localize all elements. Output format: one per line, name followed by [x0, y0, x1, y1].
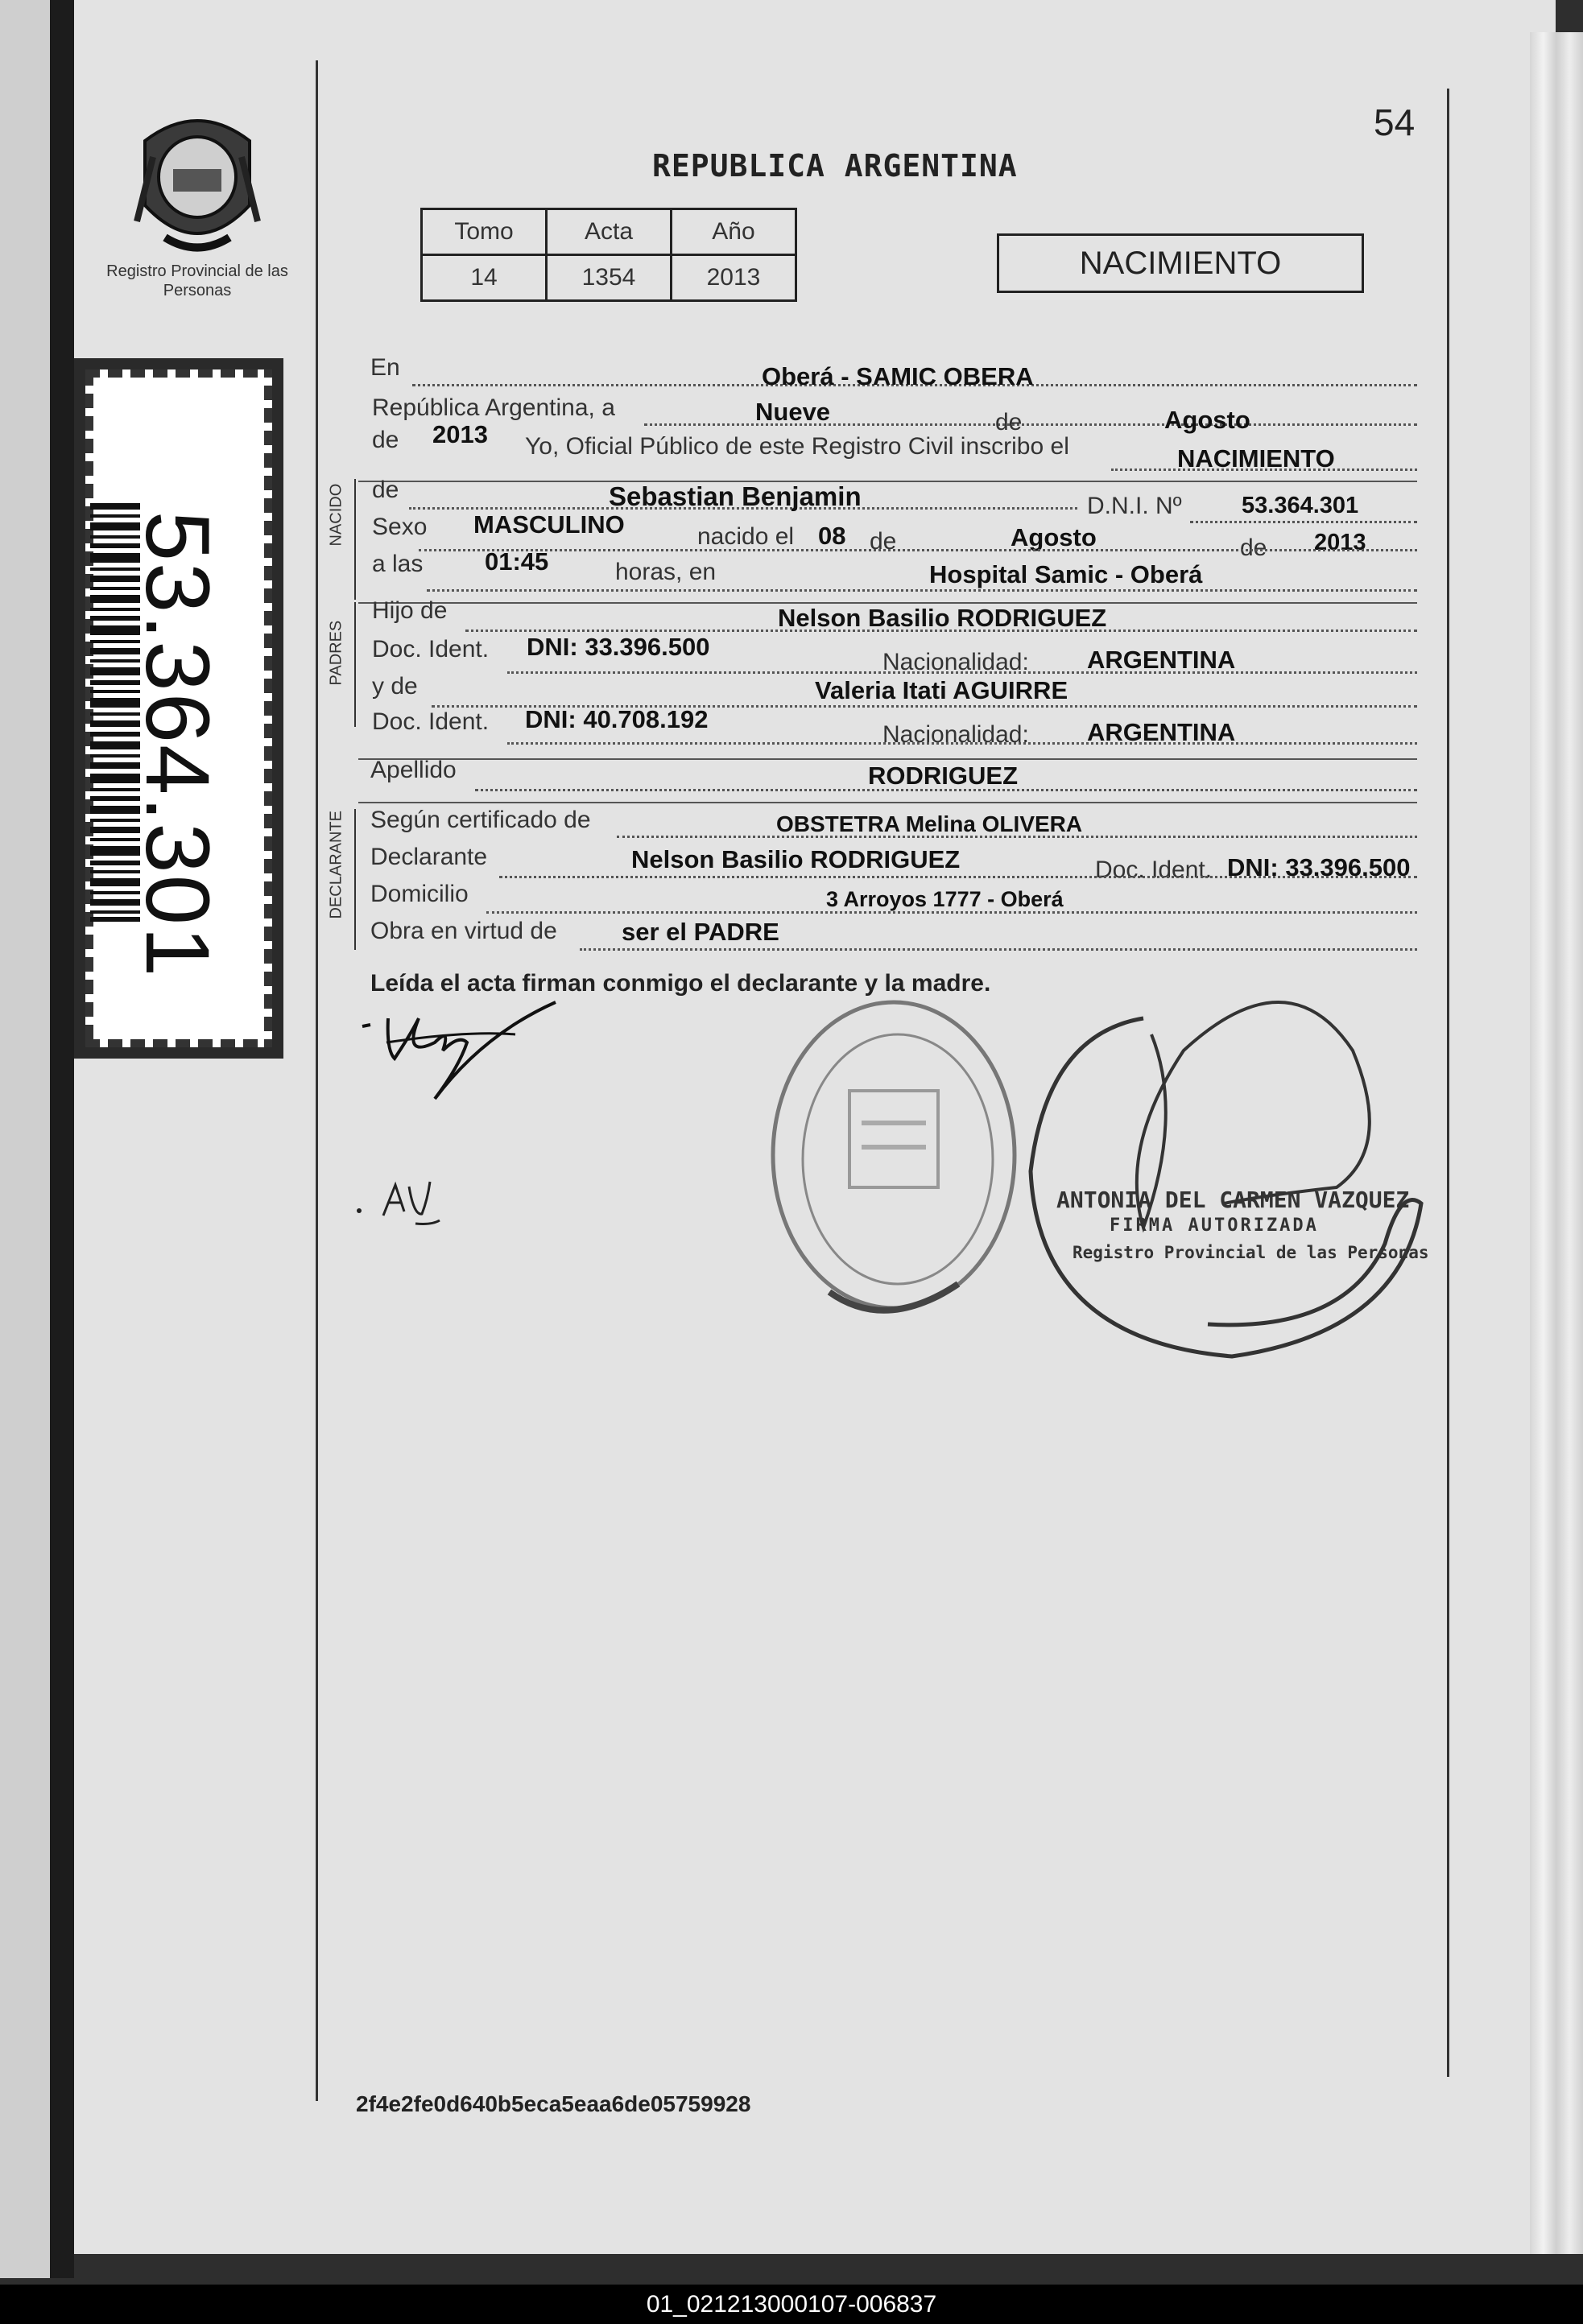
tomo-header: Tomo: [422, 209, 547, 255]
republica-label: República Argentina, a: [372, 394, 615, 421]
hora-value: 01:45: [485, 547, 549, 576]
dotted-line: [1190, 519, 1417, 523]
de3-label: de: [870, 528, 897, 555]
acta-header: Acta: [547, 209, 672, 255]
sexo-value: MASCULINO: [473, 510, 625, 539]
registry-seal-icon: [757, 986, 1031, 1324]
en-value: Oberá - SAMIC OBERA: [762, 362, 1034, 390]
obra-label: Obra en virtud de: [370, 918, 557, 944]
dotted-line: [507, 741, 1417, 745]
dotted-line: [475, 787, 1417, 791]
dotted-line: [419, 547, 1417, 551]
handwritten-annotation-icon: [351, 1175, 448, 1232]
file-identifier: 01_021213000107-006837: [646, 2291, 937, 2318]
declarante-label: Declarante: [370, 844, 488, 870]
nac-mes-value: Agosto: [1011, 523, 1097, 551]
act-type-box: NACIMIENTO: [997, 233, 1364, 293]
inscribo-label: Yo, Oficial Público de este Registro Civil inscribo el: [525, 433, 1069, 460]
nacido-label: nacido el: [697, 523, 795, 550]
dotted-line: [486, 910, 1417, 914]
declarante-doc-value: DNI: 33.396.500: [1227, 853, 1411, 881]
dotted-line: [580, 947, 1417, 951]
closing-statement: Leída el acta firman conmigo el declarante y la madre.: [370, 970, 991, 997]
madre-value: Valeria Itati AGUIRRE: [815, 676, 1068, 704]
certificado-label: Según certificado de: [370, 807, 591, 833]
section-declarante-label: DECLARANTE: [327, 811, 345, 919]
lugar-value: Hospital Samic - Oberá: [929, 560, 1203, 588]
anio-header: Año: [672, 209, 796, 255]
declarante-bracket: [354, 809, 356, 950]
section-divider: [358, 802, 1417, 803]
de4-label: de: [1240, 535, 1267, 561]
dotted-line: [427, 588, 1417, 592]
anio-value-text: 2013: [432, 420, 488, 448]
dotted-line: [617, 834, 1417, 838]
registry-agency-label: Registro Provincial de las Personas: [106, 262, 288, 299]
madre-doc-value: DNI: 40.708.192: [525, 705, 709, 733]
alas-label: a las: [372, 551, 424, 577]
certificado-value: OBSTETRA Melina OLIVERA: [776, 811, 1083, 836]
en-label: En: [370, 354, 400, 381]
padre-doc-label: Doc. Ident.: [372, 636, 490, 663]
de1-label: de: [995, 409, 1023, 435]
section-divider: [358, 758, 1417, 760]
inscribo-value: NACIMIENTO: [1177, 444, 1335, 473]
padre-doc-value: DNI: 33.396.500: [527, 633, 710, 661]
de2-label: de: [372, 427, 399, 453]
madre-nac-label: Nacionalidad:: [882, 721, 1029, 748]
nombre-label: de: [372, 477, 399, 503]
padre-nac-value: ARGENTINA: [1087, 646, 1236, 674]
authorized-signature-icon: [1023, 986, 1441, 1364]
padre-nac-label: Nacionalidad:: [882, 649, 1029, 675]
declarante-doc-label: Doc. Ident.: [1095, 857, 1213, 883]
domicilio-label: Domicilio: [370, 881, 469, 907]
horas-label: horas, en: [615, 559, 717, 585]
obra-value: ser el PADRE: [622, 918, 779, 946]
section-padres-label: PADRES: [327, 620, 345, 686]
section-nacido-label: NACIDO: [327, 483, 345, 547]
barcode-number: 53.364.301: [127, 510, 228, 979]
acta-value: 1354: [547, 255, 672, 301]
registry-table: [420, 208, 797, 302]
document-hash: 2f4e2fe0d640b5eca5eaa6de05759928: [356, 2091, 751, 2116]
dia-value: Nueve: [755, 398, 831, 426]
apellido-label: Apellido: [370, 757, 457, 783]
nac-dia-value: 08: [818, 522, 846, 550]
yde-label: y de: [372, 673, 418, 700]
sexo-label: Sexo: [372, 514, 428, 540]
nac-anio-value: 2013: [1314, 530, 1366, 555]
page-number: 54: [1374, 101, 1416, 143]
right-margin-line: [1447, 89, 1449, 2077]
dotted-line: [507, 670, 1417, 674]
section-divider: [358, 481, 1417, 482]
provincial-crest-icon: [129, 109, 266, 262]
declarant-signature-icon: [354, 986, 564, 1107]
authorized-name: ANTONIA DEL CARMEN VAZQUEZ: [1056, 1187, 1410, 1213]
left-margin-line: [316, 60, 318, 2101]
authorized-agency: Registro Provincial de las Personas: [1073, 1243, 1429, 1262]
madre-nac-value: ARGENTINA: [1087, 718, 1236, 746]
dni-label: D.N.I. Nº: [1087, 493, 1182, 519]
anio-value: 2013: [672, 255, 796, 301]
nacido-bracket: [354, 479, 356, 600]
dni-value: 53.364.301: [1242, 493, 1359, 518]
dotted-line: [499, 874, 1417, 878]
nombre-value: Sebastian Benjamin: [609, 481, 862, 511]
authorized-role: FIRMA AUTORIZADA: [1110, 1216, 1319, 1236]
padre-value: Nelson Basilio RODRIGUEZ: [778, 604, 1107, 632]
country-title: REPUBLICA ARGENTINA: [652, 148, 1018, 184]
hijo-label: Hijo de: [372, 597, 448, 624]
mes-value: Agosto: [1164, 406, 1250, 434]
madre-doc-label: Doc. Ident.: [372, 708, 490, 735]
page-stack-edge: [1530, 32, 1583, 2254]
book-spine: [50, 0, 74, 2278]
declarante-value: Nelson Basilio RODRIGUEZ: [631, 845, 961, 873]
apellido-value: RODRIGUEZ: [868, 762, 1018, 790]
tomo-value: 14: [422, 255, 547, 301]
domicilio-value: 3 Arroyos 1777 - Oberá: [826, 887, 1064, 911]
padres-bracket: [354, 602, 356, 727]
